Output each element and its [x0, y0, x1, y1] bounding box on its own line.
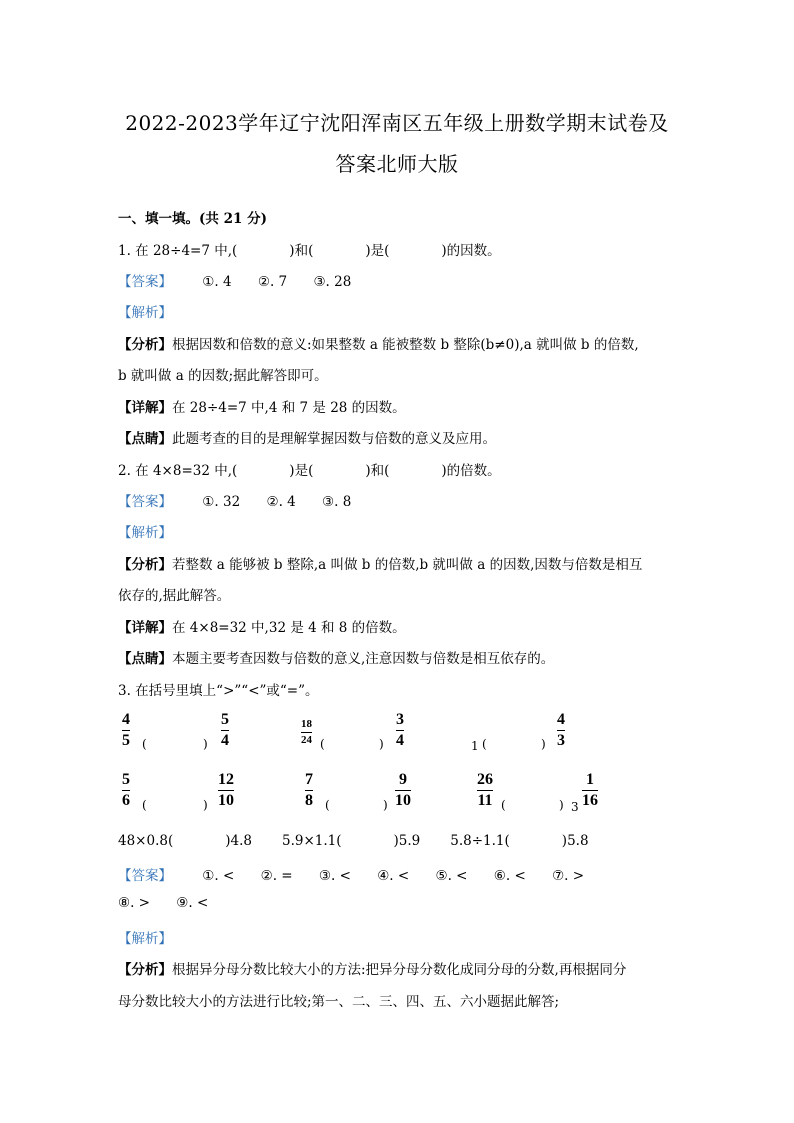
- q1-xiangjie: [118, 396, 406, 416]
- fenxi-text: 根据异分母分数比较大小的方法:把异分母分数化成同分母的分数,再根据同分: [172, 962, 627, 978]
- blank-open: (: [142, 798, 147, 812]
- q2-answer-2: ②. 4: [266, 494, 296, 510]
- q3-answer: ⑨. <: [176, 895, 209, 911]
- xiangjie-text: 在 28÷4=7 中,4 和 7 是 28 的因数。: [172, 400, 406, 416]
- fraction: 4 5: [122, 711, 130, 749]
- q3-fenxi-line1: [118, 958, 626, 978]
- decimal-expr: 5.9×1.1(: [281, 833, 342, 849]
- fraction: 18 24: [301, 718, 312, 746]
- q1-dianjing: [118, 427, 496, 447]
- question-3: 3. 在括号里填上“>”“<”或“=”。: [118, 683, 319, 699]
- fraction: 7 8: [305, 771, 313, 809]
- fenxi-text: 根据因数和倍数的意义:如果整数 a 能被整数 b 整除(b≠0),a 就叫做 b 的倍数,: [172, 337, 639, 353]
- q3-answer-row-1: [118, 864, 584, 884]
- blank-close: ): [383, 798, 388, 812]
- blank-open: (: [501, 798, 506, 812]
- q3-answer: ④. <: [377, 868, 410, 884]
- blank-open: (: [142, 737, 147, 751]
- q3-answer-row-2: [118, 895, 208, 911]
- document-title-line2: 答案北师大版: [335, 152, 459, 176]
- blank-close: ): [541, 737, 546, 751]
- q2-text-b: )是(: [289, 463, 314, 479]
- q1-fenxi-line1: [118, 333, 639, 353]
- q1-answer-3: ③. 28: [313, 274, 352, 290]
- q3-answer: ③. <: [318, 868, 351, 884]
- fraction: 9 10: [395, 771, 411, 809]
- whole-number: 3: [571, 800, 579, 814]
- fenxi-text: 若整数 a 能够被 b 整除,a 叫做 b 的倍数,b 就叫做 a 的因数,因数与倍数是相互: [172, 557, 643, 573]
- q1-text-d: )的因数。: [441, 243, 501, 259]
- q1-answer-2: ②. 7: [257, 274, 288, 290]
- q1-text-b: )和(: [289, 243, 314, 259]
- dianjing-text: 本题主要考查因数与倍数的意义,注意因数与倍数是相互依存的。: [172, 651, 555, 667]
- blank-open: (: [325, 798, 330, 812]
- fraction: 1 16: [582, 771, 598, 809]
- fenxi-label: 【分析】: [118, 962, 172, 978]
- q2-dianjing: [118, 647, 554, 667]
- blank-close: ): [559, 798, 564, 812]
- q3-answer: ⑦. >: [552, 868, 585, 884]
- q3-answer: ⑤. <: [435, 868, 468, 884]
- decimal-value: )5.9: [393, 833, 421, 849]
- fenxi-label: 【分析】: [118, 337, 172, 353]
- dianjing-text: 此题考查的目的是理解掌握因数与倍数的意义及应用。: [172, 431, 496, 447]
- q1-text-a: 1. 在 28÷4=7 中,(: [118, 243, 238, 259]
- fraction: 5 6: [122, 771, 130, 809]
- analysis-label: 【解析】: [118, 931, 172, 947]
- q1-fenxi-line2: b 就叫做 a 的因数;据此解答即可。: [118, 368, 328, 384]
- decimal-expr: 48×0.8(: [118, 833, 174, 849]
- q2-answer-1: ①. 32: [202, 494, 241, 510]
- q2-xiangjie: [118, 616, 406, 636]
- answer-label: 【答案】: [118, 868, 172, 884]
- blank-close: ): [379, 737, 384, 751]
- dianjing-label: 【点睛】: [118, 651, 172, 667]
- q3-fenxi-line2: 母分数比较大小的方法进行比较;第一、二、三、四、五、六小题据此解答;: [118, 994, 560, 1010]
- q2-text-a: 2. 在 4×8=32 中,(: [118, 463, 238, 479]
- document-title-line1: 2022-2023学年辽宁沈阳浑南区五年级上册数学期末试卷及: [125, 111, 669, 135]
- q1-answer-1: ①. 4: [202, 274, 232, 290]
- fraction: 5 4: [221, 711, 229, 749]
- q2-text-c: )和(: [365, 463, 390, 479]
- decimal-value: )4.8: [225, 833, 252, 849]
- xiangjie-text: 在 4×8=32 中,32 是 4 和 8 的倍数。: [172, 620, 406, 636]
- q3-decimal-row: [118, 833, 589, 849]
- fraction: 26 11: [477, 771, 493, 809]
- q3-answer: ⑥. <: [493, 868, 526, 884]
- xiangjie-label: 【详解】: [118, 400, 172, 416]
- dianjing-label: 【点睛】: [118, 431, 172, 447]
- q2-fenxi-line2: 依存的,据此解答。: [118, 588, 231, 604]
- question-2: [118, 459, 501, 479]
- q1-text-c: )是(: [365, 243, 390, 259]
- decimal-expr: 5.8÷1.1(: [450, 833, 510, 849]
- q3-answer: ②. =: [260, 868, 293, 884]
- q2-answer-row: [118, 490, 351, 510]
- q2-answer-3: ③. 8: [322, 494, 352, 510]
- q2-fenxi-line1: [118, 553, 642, 573]
- fraction: 12 10: [218, 771, 234, 809]
- analysis-label: 【解析】: [118, 305, 172, 321]
- question-1: [118, 239, 501, 259]
- q3-answer: ①. <: [202, 868, 235, 884]
- q3-answer: ⑧. >: [118, 895, 150, 911]
- q2-text-d: )的倍数。: [441, 463, 501, 479]
- blank-close: ): [203, 737, 208, 751]
- xiangjie-label: 【详解】: [118, 620, 172, 636]
- blank-open: (: [320, 737, 325, 751]
- fraction: 4 3: [557, 711, 565, 749]
- blank-close: ): [203, 798, 208, 812]
- q1-answer-row: [118, 270, 351, 290]
- fenxi-label: 【分析】: [118, 557, 172, 573]
- answer-label: 【答案】: [118, 494, 172, 510]
- section-heading: 一、填一填。(共 21 分): [118, 211, 267, 227]
- analysis-label: 【解析】: [118, 525, 172, 541]
- answer-label: 【答案】: [118, 274, 172, 290]
- decimal-value: )5.8: [561, 833, 589, 849]
- blank-open: (: [482, 737, 487, 751]
- fraction: 3 4: [396, 711, 404, 749]
- whole-number: 1: [471, 739, 479, 753]
